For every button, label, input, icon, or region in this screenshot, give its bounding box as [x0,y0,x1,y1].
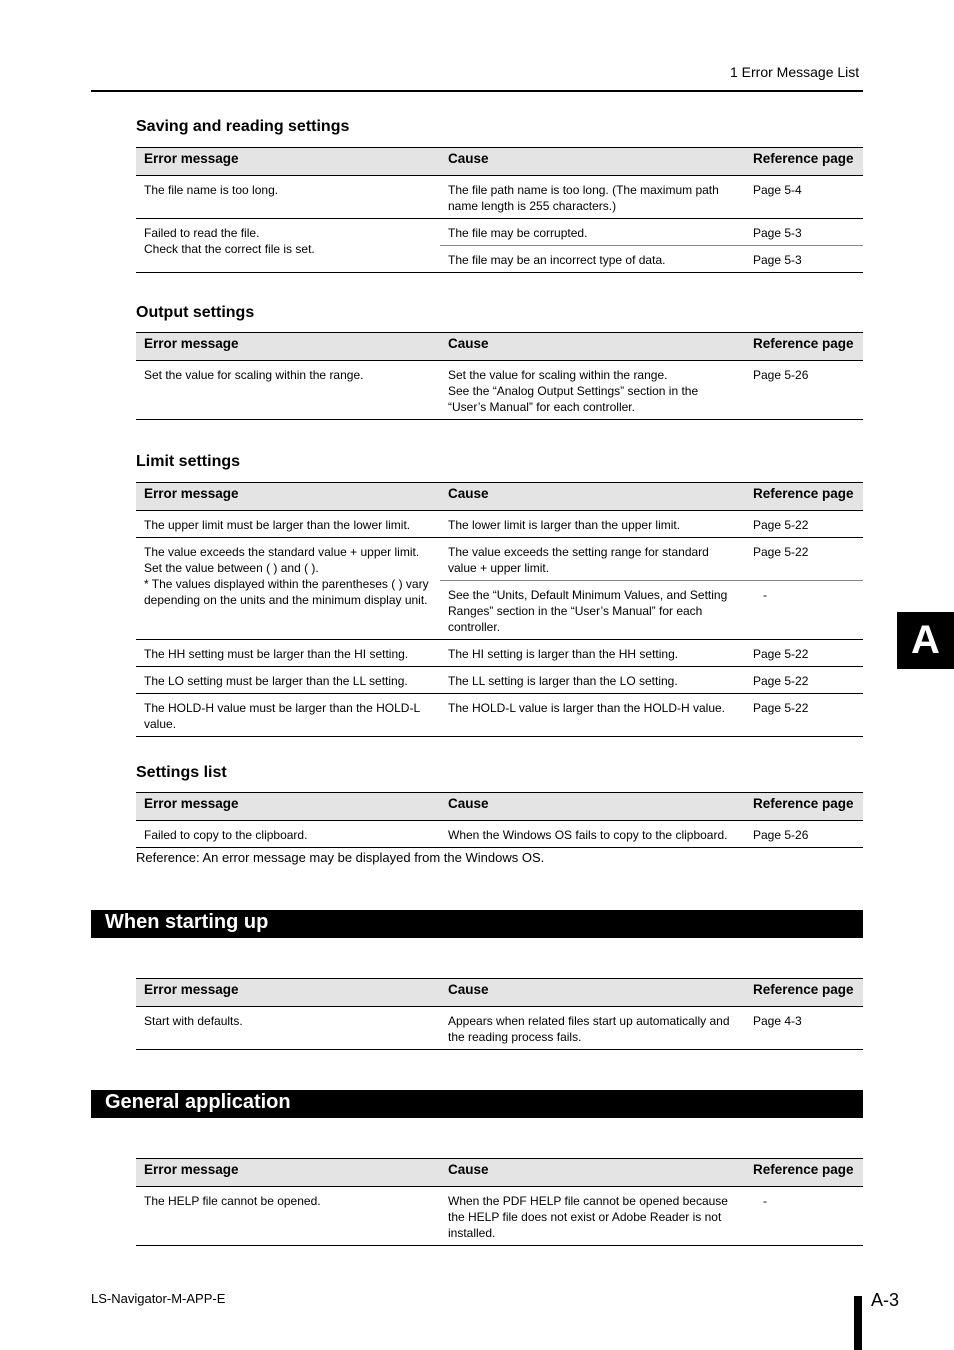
error-cell: The value exceeds the standard value + upper limit. Set the value between ( ) and ( ). * The values displayed within the parentheses ( ) vary depending on the units and the minimum display unit. [136,538,440,640]
table-row [136,538,863,581]
table-row [136,667,863,694]
cause-cell: The LL setting is larger than the LO setting. [440,667,745,694]
page-number-bar [854,1296,862,1350]
ref-cell: Page 4-3 [745,1007,863,1050]
column-header-cause: Cause [440,483,745,511]
section-band-starting-up: When starting up [91,910,863,938]
cause-cell: The lower limit is larger than the upper limit. [440,511,745,538]
running-head: 1 Error Message List [730,64,860,80]
section-band-general: General application [91,1090,863,1118]
column-header-error: Error message [136,148,440,176]
ref-cell: Page 5-22 [745,640,863,667]
column-header-cause: Cause [440,793,745,821]
table-header-row [136,483,863,511]
ref-cell: Page 5-26 [745,821,863,848]
error-cell: The upper limit must be larger than the lower limit. [136,511,440,538]
cause-cell: The HOLD-L value is larger than the HOLD-H value. [440,694,745,737]
column-header-ref: Reference page [745,1159,863,1187]
ref-cell: Page 5-3 [745,246,863,273]
table-row [136,219,863,246]
table-row [136,176,863,219]
page-number: A-3 [871,1290,900,1310]
column-header-ref: Reference page [745,793,863,821]
cause-cell: The file may be an incorrect type of data. [440,246,745,273]
ref-cell: - [745,581,863,640]
cause-cell: Set the value for scaling within the range. See the “Analog Output Settings” section in the “User’s Manual” for each controller. [440,361,745,420]
ref-cell: Page 5-22 [745,538,863,581]
header-rule [91,90,863,92]
column-header-cause: Cause [440,333,745,361]
table-header-row [136,793,863,821]
table-row [136,1007,863,1050]
ref-cell: Page 5-4 [745,176,863,219]
ref-cell: Page 5-3 [745,219,863,246]
cause-cell: The HI setting is larger than the HH setting. [440,640,745,667]
ref-cell: - [745,1187,863,1246]
column-header-cause: Cause [440,148,745,176]
section-title-settings-list: Settings list [136,764,227,781]
table-row [136,640,863,667]
footer-doc-code: LS-Navigator-M-APP-E [91,1291,226,1306]
table-row [136,821,863,848]
error-cell: The HELP file cannot be opened. [136,1187,440,1246]
ref-cell: Page 5-22 [745,667,863,694]
reference-note: Reference: An error message may be displayed from the Windows OS. [136,850,545,865]
error-cell: The HH setting must be larger than the HI setting. [136,640,440,667]
column-header-ref: Reference page [745,333,863,361]
error-cell: Failed to copy to the clipboard. [136,821,440,848]
cause-cell: See the “Units, Default Minimum Values, and Setting Ranges” section in the “User’s Manual” for each controller. [440,581,745,640]
table-row [136,511,863,538]
ref-cell: Page 5-22 [745,694,863,737]
column-header-ref: Reference page [745,483,863,511]
appendix-side-tab: A [897,612,954,669]
cause-cell: Appears when related files start up automatically and the reading process fails. [440,1007,745,1050]
cause-cell: The file may be corrupted. [440,219,745,246]
cause-cell: When the Windows OS fails to copy to the clipboard. [440,821,745,848]
column-header-error: Error message [136,793,440,821]
error-cell: Set the value for scaling within the range. [136,361,440,420]
column-header-error: Error message [136,979,440,1007]
cause-cell: When the PDF HELP file cannot be opened because the HELP file does not exist or Adobe Reader is not installed. [440,1187,745,1246]
error-cell: Failed to read the file. Check that the correct file is set. [136,219,440,273]
saving-error-table [136,147,863,273]
error-cell: The LO setting must be larger than the LL setting. [136,667,440,694]
section-title-output: Output settings [136,304,255,321]
column-header-error: Error message [136,1159,440,1187]
table-header-row [136,1159,863,1187]
column-header-error: Error message [136,333,440,361]
cause-cell: The value exceeds the setting range for standard value + upper limit. [440,538,745,581]
error-cell: The file name is too long. [136,176,440,219]
general-error-table [136,1158,863,1246]
table-row [136,1187,863,1246]
column-header-ref: Reference page [745,979,863,1007]
table-header-row [136,148,863,176]
limit-error-table [136,482,863,737]
column-header-error: Error message [136,483,440,511]
settings-list-error-table [136,792,863,848]
table-row [136,361,863,420]
error-cell: Start with defaults. [136,1007,440,1050]
ref-cell: Page 5-22 [745,511,863,538]
column-header-cause: Cause [440,1159,745,1187]
output-error-table [136,332,863,420]
error-cell: The HOLD-H value must be larger than the HOLD-L value. [136,694,440,737]
column-header-cause: Cause [440,979,745,1007]
ref-cell: Page 5-26 [745,361,863,420]
table-header-row [136,979,863,1007]
column-header-ref: Reference page [745,148,863,176]
table-header-row [136,333,863,361]
section-title-saving: Saving and reading settings [136,118,350,135]
cause-cell: The file path name is too long. (The maximum path name length is 255 characters.) [440,176,745,219]
table-row [136,694,863,737]
starting-up-error-table [136,978,863,1050]
section-title-limit: Limit settings [136,453,241,470]
